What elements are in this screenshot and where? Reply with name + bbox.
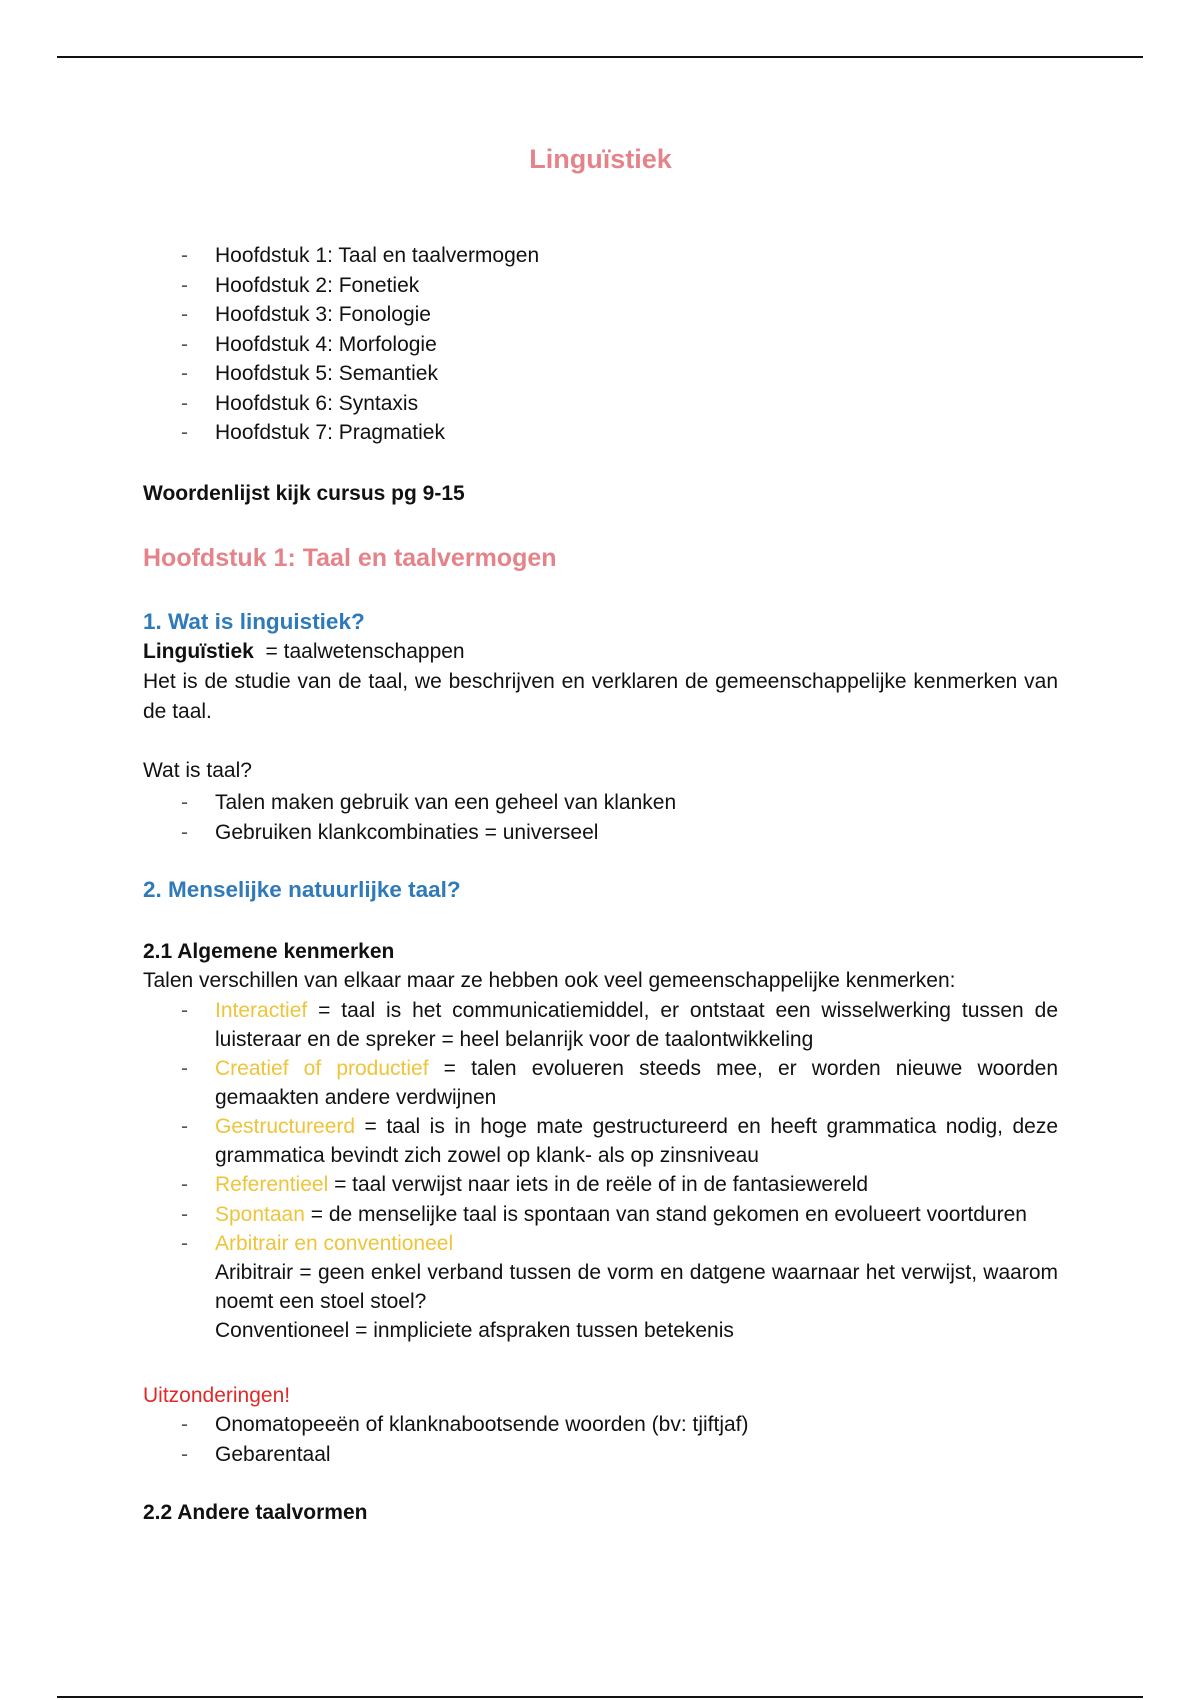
feature-text: = taal verwijst naar iets in de reële of in de fantasiewereld [328, 1173, 869, 1196]
toc-item: - Hoofdstuk 7: Pragmatiek [143, 418, 539, 448]
feature-text: = talen evolueren steeds mee, er worden nieuwe woorden gemaakten andere verdwijnen [215, 1057, 1058, 1109]
bottom-rule [57, 1696, 1143, 1698]
section-1-bullets [143, 788, 1058, 847]
list-item: - Onomatopeeën of klanknabootsende woorden (bv: tjiftjaf) [143, 1410, 1058, 1440]
feature-item [143, 1170, 1058, 1200]
feature-term: Creatief of productief [215, 1057, 429, 1080]
exceptions-list [143, 1410, 1058, 1469]
feature-text: = taal is in hoge mate gestructureerd en heeft grammatica nodig, deze grammatica bevindt zich zowel op klank- als op zinsniveau [215, 1115, 1058, 1167]
page-title: Linguïstiek [529, 144, 672, 174]
section-2-2-heading: 2.2 Andere taalvormen [143, 1501, 368, 1524]
feature-item [143, 1229, 1058, 1345]
list-item: - Gebruiken klankcombinaties = universeel [143, 818, 1058, 848]
definition-text: = taalwetenschappen [265, 640, 465, 663]
feature-term: Referentieel [215, 1173, 329, 1196]
feature-term: Spontaan [215, 1202, 305, 1226]
feature-item [143, 996, 1058, 1054]
section-1-paragraph: Het is de studie van de taal, we beschrijven en verklaren de gemeenschappelijke kenmerken van de taal. [143, 670, 1058, 723]
feature-item [143, 1112, 1058, 1170]
top-rule [57, 56, 1143, 58]
exceptions-heading: Uitzonderingen! [143, 1384, 291, 1407]
toc-item: - Hoofdstuk 5: Semantiek [143, 359, 539, 389]
section-2-heading: 2. Menselijke natuurlijke taal? [143, 877, 461, 902]
feature-list [143, 996, 1058, 1345]
question-line: Wat is taal? [143, 759, 252, 782]
definition-term: Linguïstiek [143, 640, 254, 663]
section-1-heading: 1. Wat is linguistiek? [143, 609, 365, 634]
feature-item [143, 1200, 1058, 1230]
section-2-1-heading: 2.1 Algemene kenmerken [143, 940, 395, 963]
feature-text: = de menselijke taal is spontaan van stand gekomen en evolueert voortduren [304, 1202, 1027, 1226]
feature-term: - Arbitrair en conventioneel [215, 1232, 454, 1255]
toc-item: - Hoofdstuk 2: Fonetiek [143, 271, 539, 301]
woordenlijst-note: Woordenlijst kijk cursus pg 9-15 [143, 482, 465, 505]
chapter-1-heading: Hoofdstuk 1: Taal en taalvermogen [143, 544, 557, 572]
list-item: - Talen maken gebruik van een geheel van klanken [143, 788, 1058, 818]
arbitrair-definition: Aribitrair = geen enkel verband tussen de vorm en datgene waarnaar het verwijst, waarom noemt een stoel stoel? [215, 1261, 1058, 1313]
feature-term: Interactief [215, 999, 308, 1022]
toc-item: - Hoofdstuk 6: Syntaxis [143, 389, 539, 419]
toc-item: - Hoofdstuk 3: Fonologie [143, 300, 539, 330]
conventioneel-definition: Conventioneel = inmpliciete afspraken tussen betekenis [215, 1319, 734, 1342]
toc-item: - Hoofdstuk 1: Taal en taalvermogen [143, 241, 539, 271]
toc-item: - Hoofdstuk 4: Morfologie [143, 330, 539, 360]
feature-text: = taal is het communicatiemiddel, er ontstaat een wisselwerking tussen de luisteraar en de spreker = heel belanrijk voor de taalontwikkeling [215, 999, 1058, 1051]
feature-item [143, 1054, 1058, 1112]
feature-term: Gestructureerd [215, 1115, 356, 1138]
list-item: - Gebarentaal [143, 1440, 1058, 1470]
section-2-1-intro: Talen verschillen van elkaar maar ze hebben ook veel gemeenschappelijke kenmerken: [143, 969, 956, 992]
table-of-contents [143, 241, 539, 448]
definition-line [143, 637, 465, 667]
